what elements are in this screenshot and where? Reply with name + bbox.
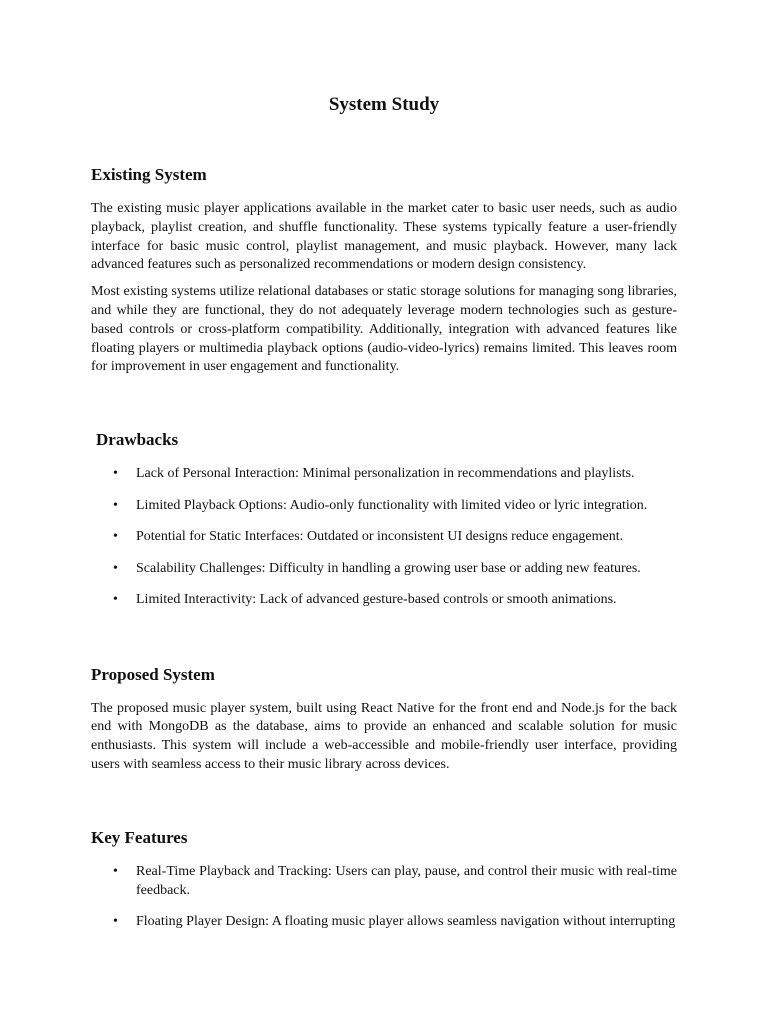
existing-system-paragraph-1: The existing music player applications available in the market cater to basic user needs, such as audio playback, playlist creation, and shuffle functionality. These systems typically feature a user-friendly interface for basic music control, playlist management, and music playback. However, many lack advanced features such as personalized recommendations or modern design consistency. xyxy=(91,201,677,273)
proposed-system-paragraph-1: The proposed music player system, built using React Native for the front end and Node.js for the back end with MongoDB as the database, aims to provide an enhanced and scalable solution for music enthusiasts. This system will include a web-accessible and mobile-friendly user interface, providing users with seamless access to their music library across devices. xyxy=(91,700,677,772)
existing-system-heading: Existing System xyxy=(91,165,207,184)
list-item-text: Limited Playback Options: Audio-only functionality with limited video or lyric integration. xyxy=(136,497,648,513)
drawbacks-section xyxy=(91,429,677,610)
list-item xyxy=(91,560,677,579)
existing-system-paragraph-2: Most existing systems utilize relational databases or static storage solutions for managing song libraries, and while they are functional, they do not adequately leverage modern technologies such as gesture-based controls or cross-platform compatibility. Additionally, integration with advanced features like floating players or multimedia playback options (audio-video-lyrics) remains limited. This leaves room for improvement in user engagement and functionality. xyxy=(91,284,677,375)
list-item-text: Floating Player Design: A floating music player allows seamless navigation without interrupting xyxy=(136,914,676,930)
page-title: System Study xyxy=(328,94,440,115)
list-item-text: Potential for Static Interfaces: Outdated or inconsistent UI designs reduce engagement. xyxy=(136,529,624,545)
list-item-text: Lack of Personal Interaction: Minimal personalization in recommendations and playlists. xyxy=(136,466,635,482)
key-features-list xyxy=(91,863,677,932)
bullet-icon: • xyxy=(113,592,118,608)
list-item-text: Real-Time Playback and Tracking: Users can play, pause, and control their music with real-time feedback. xyxy=(136,863,677,898)
list-item-text: Scalability Challenges: Difficulty in handling a growing user base or adding new features. xyxy=(136,560,641,576)
list-item xyxy=(91,465,677,484)
proposed-system-section xyxy=(91,664,677,775)
bullet-icon: • xyxy=(113,914,118,930)
bullet-icon: • xyxy=(113,863,118,879)
proposed-system-heading: Proposed System xyxy=(91,664,215,684)
drawbacks-list xyxy=(91,465,677,610)
list-item-text: Limited Interactivity: Lack of advanced gesture-based controls or smooth animations. xyxy=(136,592,617,608)
key-features-section xyxy=(91,827,677,932)
list-item xyxy=(91,863,677,901)
bullet-icon: • xyxy=(113,560,118,576)
existing-system-section xyxy=(91,164,677,377)
bullet-icon: • xyxy=(113,529,118,545)
list-item xyxy=(91,913,677,932)
bullet-icon: • xyxy=(113,497,118,513)
list-item xyxy=(91,591,677,610)
list-item xyxy=(91,497,677,516)
key-features-heading: Key Features xyxy=(91,827,188,847)
list-item xyxy=(91,528,677,547)
bullet-icon: • xyxy=(113,466,118,482)
drawbacks-heading: Drawbacks xyxy=(96,430,179,450)
